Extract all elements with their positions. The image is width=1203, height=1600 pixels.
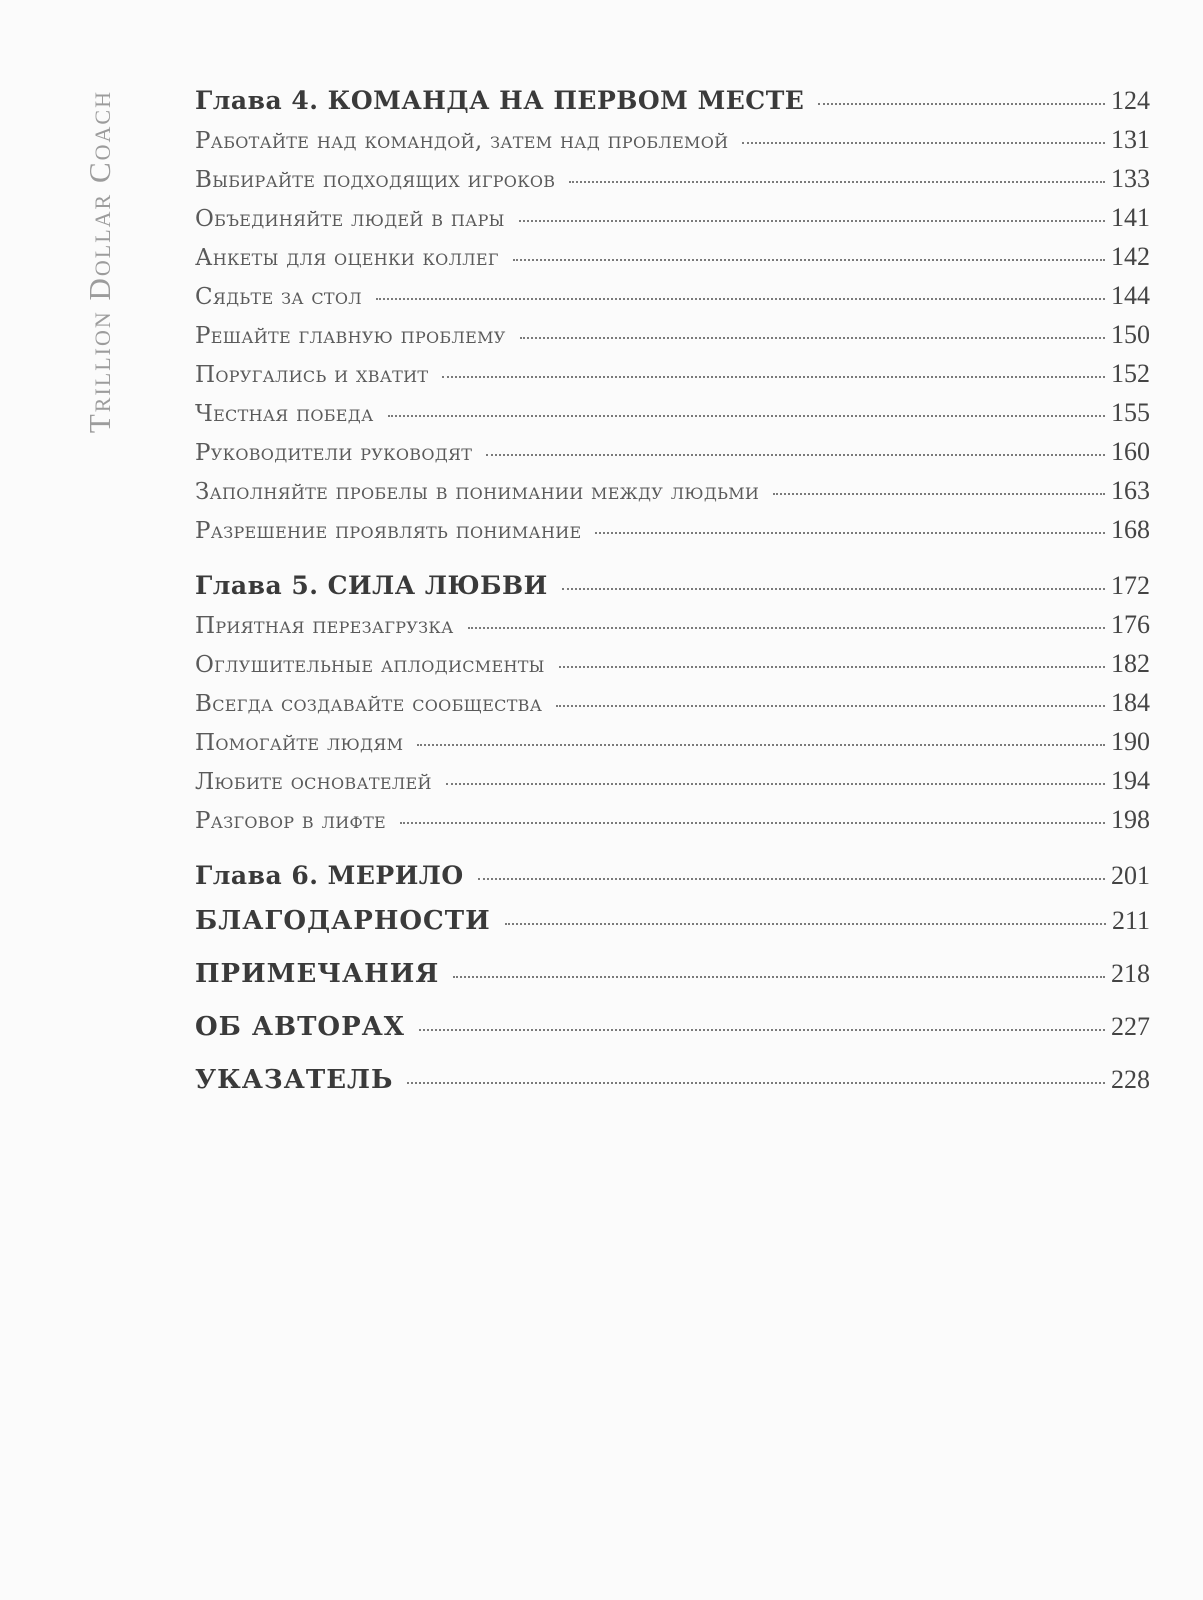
dot-leader — [562, 588, 1105, 590]
toc-entry-title: Разрешение проявлять понимание — [195, 518, 582, 544]
toc-page-number: 131 — [1111, 125, 1150, 154]
toc-page-number: 168 — [1111, 515, 1150, 544]
toc-entry-title: Решайте главную проблему — [195, 323, 506, 349]
toc-page-number: 182 — [1111, 649, 1150, 678]
toc-entry[interactable] — [195, 515, 1150, 554]
toc-section-notes[interactable] — [195, 959, 1150, 1012]
toc-entry-title: Приятная перезагрузка — [195, 613, 454, 639]
dot-leader — [742, 142, 1105, 144]
toc-page-number: 160 — [1111, 437, 1150, 466]
toc-entry[interactable] — [195, 164, 1150, 203]
dot-leader — [519, 220, 1105, 222]
toc-page-number: 218 — [1111, 959, 1150, 988]
toc-page-number: 176 — [1111, 610, 1150, 639]
dot-leader — [453, 976, 1105, 978]
toc-page-number: 172 — [1111, 571, 1150, 600]
toc-chapter-5[interactable] — [195, 571, 1150, 610]
toc-entry[interactable] — [195, 649, 1150, 688]
toc-entry[interactable] — [195, 766, 1150, 805]
table-of-contents — [195, 86, 1150, 1118]
toc-entry[interactable] — [195, 805, 1150, 844]
toc-section-acknowledgements[interactable] — [195, 906, 1150, 959]
toc-page-number: 228 — [1111, 1065, 1150, 1094]
dot-leader — [559, 666, 1105, 668]
toc-entry-title: Объединяйте людей в пары — [195, 206, 505, 232]
dot-leader — [419, 1029, 1105, 1031]
toc-entry-title: Анкеты для оценки коллег — [195, 245, 499, 271]
dot-leader — [513, 259, 1105, 261]
toc-entry-title: Честная победа — [195, 401, 374, 427]
dot-leader — [388, 415, 1105, 417]
toc-entry-title: УКАЗАТЕЛЬ — [195, 1065, 394, 1095]
toc-chapter-4[interactable] — [195, 86, 1150, 125]
toc-entry[interactable] — [195, 688, 1150, 727]
toc-entry-title: Сядьте за стол — [195, 284, 362, 310]
toc-entry[interactable] — [195, 359, 1150, 398]
dot-leader — [376, 298, 1105, 300]
toc-page-number: 150 — [1111, 320, 1150, 349]
toc-entry-title: Оглушительные аплодисменты — [195, 652, 545, 678]
toc-entry-title: Глава 4. КОМАНДА НА ПЕРВОМ МЕСТЕ — [195, 86, 805, 115]
dot-leader — [400, 822, 1105, 824]
toc-entry-title: ОБ АВТОРАХ — [195, 1012, 405, 1042]
dot-leader — [486, 454, 1105, 456]
toc-entry-title: Разговор в лифте — [195, 808, 387, 834]
toc-page-number: 124 — [1111, 86, 1150, 115]
toc-entry-title: Работайте над командой, затем над проблемой — [195, 128, 729, 154]
dot-leader — [818, 103, 1105, 105]
toc-entry[interactable] — [195, 125, 1150, 164]
toc-page-number: 190 — [1111, 727, 1150, 756]
running-head — [80, 90, 120, 490]
toc-entry[interactable] — [195, 242, 1150, 281]
toc-entry-title: Любите основателей — [195, 769, 432, 795]
toc-entry-title: Глава 5. СИЛА ЛЮБВИ — [195, 571, 548, 600]
toc-section-index[interactable] — [195, 1065, 1150, 1118]
toc-entry[interactable] — [195, 281, 1150, 320]
toc-entry-title: Помогайте людям — [195, 730, 404, 756]
dot-leader — [446, 783, 1105, 785]
toc-page-number: 133 — [1111, 164, 1150, 193]
toc-entry-title: БЛАГОДАРНОСТИ — [195, 906, 491, 936]
dot-leader — [569, 181, 1105, 183]
toc-section-about-authors[interactable] — [195, 1012, 1150, 1065]
toc-page-number: 201 — [1111, 861, 1150, 890]
toc-page-number: 194 — [1111, 766, 1150, 795]
toc-page-number: 198 — [1111, 805, 1150, 834]
dot-leader — [417, 744, 1105, 746]
dot-leader — [595, 532, 1105, 534]
dot-leader — [505, 923, 1106, 925]
dot-leader — [773, 493, 1105, 495]
toc-page-number: 152 — [1111, 359, 1150, 388]
toc-entry[interactable] — [195, 727, 1150, 766]
toc-entry[interactable] — [195, 320, 1150, 359]
toc-entry[interactable] — [195, 398, 1150, 437]
dot-leader — [442, 376, 1105, 378]
toc-page-number: 141 — [1111, 203, 1150, 232]
toc-entry-title: Выбирайте подходящих игроков — [195, 167, 556, 193]
toc-entry[interactable] — [195, 437, 1150, 476]
toc-entry[interactable] — [195, 203, 1150, 242]
dot-leader — [556, 705, 1105, 707]
toc-entry-title: Глава 6. МЕРИЛО — [195, 861, 464, 890]
dot-leader — [520, 337, 1105, 339]
toc-chapter-6[interactable] — [195, 861, 1150, 900]
toc-page-number: 155 — [1111, 398, 1150, 427]
dot-leader — [478, 878, 1105, 880]
toc-entry-title: Заполняйте пробелы в понимании между людьми — [195, 479, 760, 505]
toc-page-number: 211 — [1111, 906, 1150, 935]
toc-entry[interactable] — [195, 610, 1150, 649]
toc-entry[interactable] — [195, 476, 1150, 515]
dot-leader — [468, 627, 1105, 629]
toc-page-number: 142 — [1111, 242, 1150, 271]
running-head-text: Trillion Dollar Coach — [82, 90, 117, 434]
toc-page-number: 163 — [1111, 476, 1150, 505]
toc-entry-title: Всегда создавайте сообщества — [195, 691, 543, 717]
dot-leader — [407, 1082, 1105, 1084]
toc-page-number: 227 — [1111, 1012, 1150, 1041]
toc-page-number: 184 — [1111, 688, 1150, 717]
toc-entry-title: Руководители руководят — [195, 440, 473, 466]
toc-entry-title: Поругались и хватит — [195, 362, 429, 388]
toc-entry-title: ПРИМЕЧАНИЯ — [195, 959, 440, 989]
toc-page-number: 144 — [1111, 281, 1150, 310]
